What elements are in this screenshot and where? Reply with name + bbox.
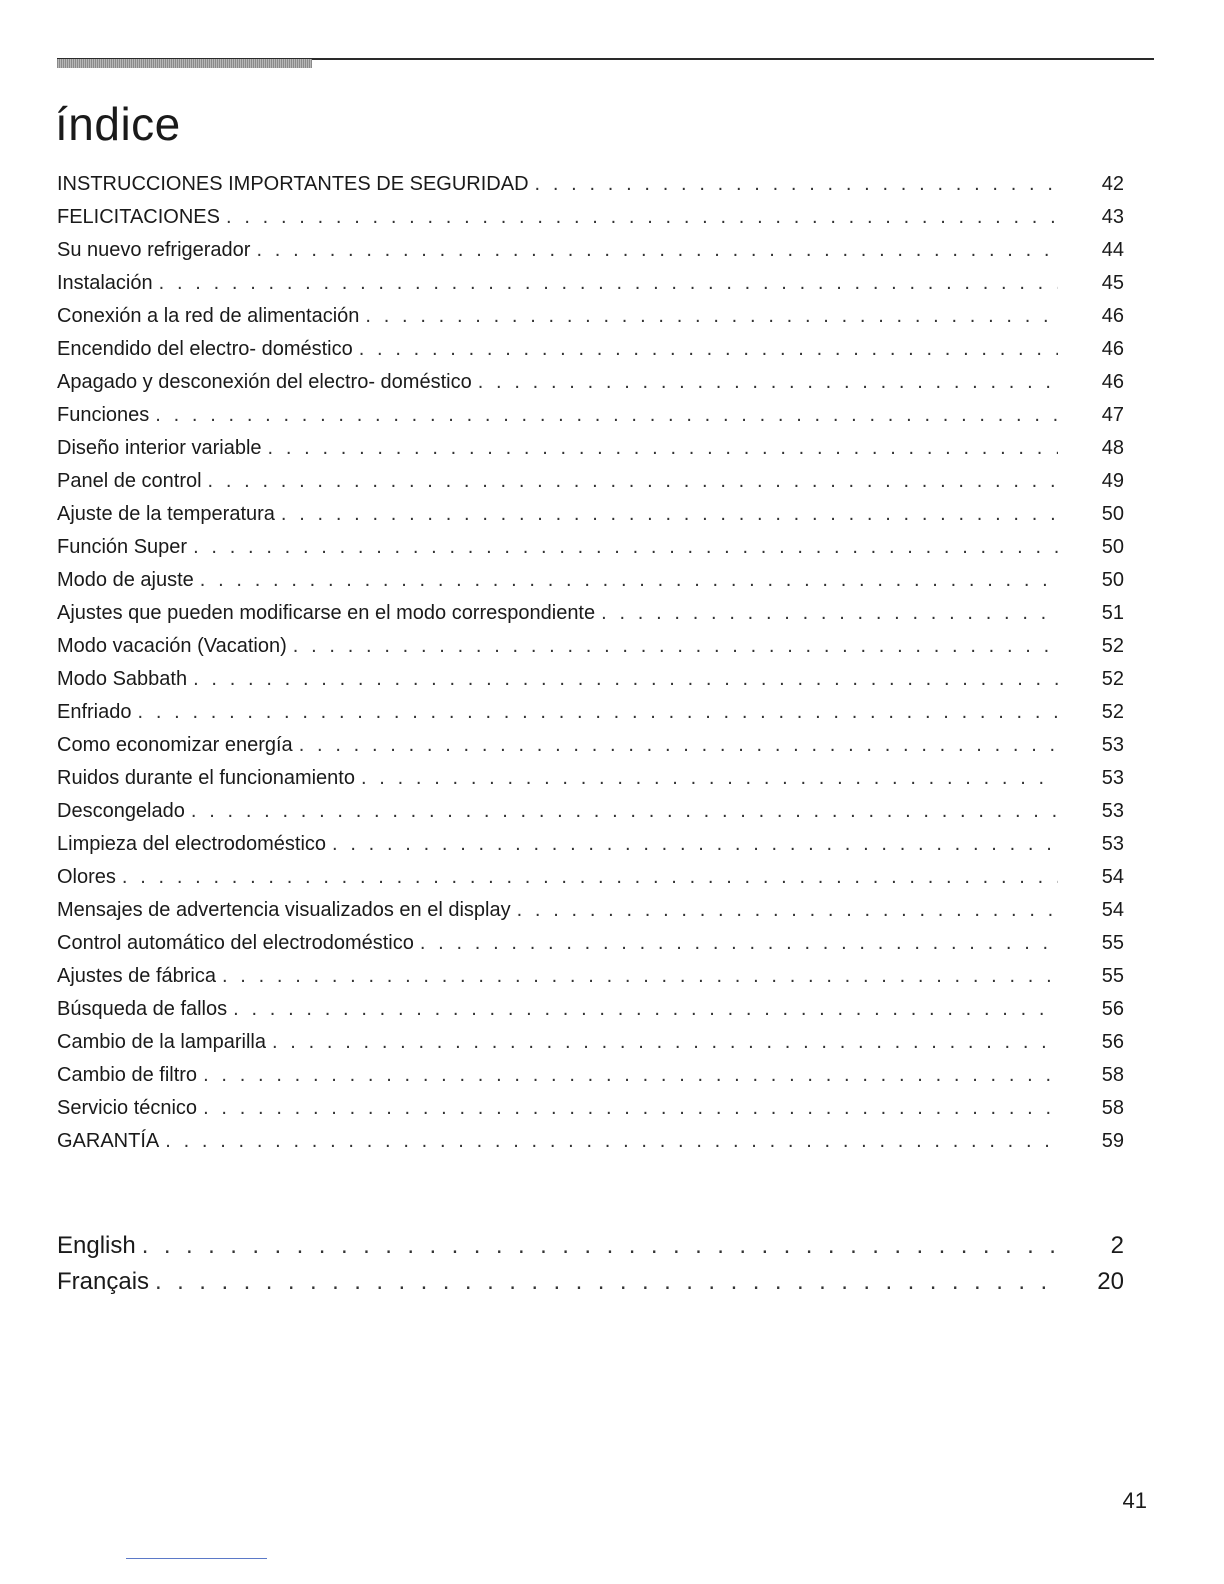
toc-entry-label: Ajuste de la temperatura: [57, 503, 275, 525]
toc-entry[interactable]: [57, 894, 1124, 927]
toc-dot-leader: [517, 894, 1058, 927]
toc-entry-label: Ruidos durante el funcionamiento: [57, 767, 355, 789]
toc-entry[interactable]: [57, 234, 1124, 267]
toc-entry-label: Control automático del electrodoméstico: [57, 932, 414, 954]
page-number: 41: [1122, 1488, 1147, 1513]
toc-entry-page: 51: [1101, 602, 1124, 624]
toc-dot-leader: [478, 366, 1058, 399]
toc-entry-label: Cambio de la lamparilla: [57, 1031, 266, 1053]
toc-entry[interactable]: [57, 300, 1124, 333]
toc-dot-leader: [142, 1228, 1058, 1264]
toc-entry[interactable]: [57, 828, 1124, 861]
toc-entry[interactable]: [57, 432, 1124, 465]
toc-entry-label: Apagado y desconexión del electro- doméstico: [57, 371, 472, 393]
toc-entry-label: Instalación: [57, 272, 153, 294]
toc-entry-label: Cambio de filtro: [57, 1064, 198, 1086]
toc-entry-label: FELICITACIONES: [57, 206, 220, 228]
toc-entry[interactable]: [57, 333, 1124, 366]
language-index: [57, 1228, 1124, 1300]
toc-entry-page: 52: [1101, 701, 1124, 723]
language-entry-label: English: [57, 1232, 136, 1259]
toc-dot-leader: [268, 432, 1058, 465]
toc-entry-label: Servicio técnico: [57, 1097, 198, 1119]
toc-entry[interactable]: [57, 498, 1124, 531]
toc-dot-leader: [293, 630, 1058, 663]
toc-entry[interactable]: [57, 696, 1124, 729]
toc-entry-label: Su nuevo refrigerador: [57, 239, 251, 261]
toc-entry-page: 44: [1101, 239, 1124, 261]
toc-entry-label: Descongelado: [57, 800, 185, 822]
toc-entry-page: 45: [1101, 272, 1124, 294]
toc-entry-label: Ajustes que pueden modificarse en el modo correspondiente: [57, 602, 596, 624]
toc-entry-page: 53: [1101, 800, 1124, 822]
language-entry-francais[interactable]: [57, 1264, 1124, 1300]
toc-entry-page: 54: [1101, 899, 1124, 921]
toc-dot-leader: [193, 531, 1058, 564]
toc-dot-leader: [256, 234, 1058, 267]
toc-entry-label: Limpieza del electrodoméstico: [57, 833, 327, 855]
toc-entry-page: 46: [1101, 305, 1124, 327]
toc-entry[interactable]: [57, 762, 1124, 795]
toc-entry[interactable]: [57, 201, 1124, 234]
toc-entry-page: 53: [1101, 833, 1124, 855]
toc-dot-leader: [535, 168, 1058, 201]
toc-entry-label: Modo vacación (Vacation): [57, 635, 287, 657]
toc-entry[interactable]: [57, 861, 1124, 894]
toc-entry-page: 46: [1101, 371, 1124, 393]
toc-dot-leader: [193, 663, 1058, 696]
toc-entry-page: 48: [1101, 437, 1124, 459]
toc-entry-page: 43: [1101, 206, 1124, 228]
toc-dot-leader: [191, 795, 1058, 828]
toc-entry[interactable]: [57, 795, 1124, 828]
toc-entry[interactable]: [57, 564, 1124, 597]
toc-entry[interactable]: [57, 531, 1124, 564]
toc-dot-leader: [299, 729, 1058, 762]
toc-entry-label: Olores: [57, 866, 116, 888]
toc-entry-label: Diseño interior variable: [57, 437, 262, 459]
toc-entry-page: 52: [1101, 668, 1124, 690]
toc-entry-page: 58: [1101, 1064, 1124, 1086]
toc-entry[interactable]: [57, 993, 1124, 1026]
toc-entry-page: 46: [1101, 338, 1124, 360]
language-entry-english[interactable]: [57, 1228, 1124, 1264]
toc-entry-page: 52: [1101, 635, 1124, 657]
header-accent-bar: [57, 59, 312, 68]
toc-entry-page: 55: [1101, 932, 1124, 954]
toc-entry-page: 42: [1101, 173, 1124, 195]
toc-entry[interactable]: [57, 465, 1124, 498]
toc-entry-label: Modo de ajuste: [57, 569, 194, 591]
toc-dot-leader: [203, 1092, 1058, 1125]
toc-entry[interactable]: [57, 960, 1124, 993]
toc-entry[interactable]: [57, 399, 1124, 432]
toc-entry-page: 50: [1101, 536, 1124, 558]
toc-entry[interactable]: [57, 729, 1124, 762]
toc-dot-leader: [601, 597, 1058, 630]
toc-entry[interactable]: [57, 168, 1124, 201]
toc-entry-page: 56: [1101, 998, 1124, 1020]
toc-dot-leader: [272, 1026, 1058, 1059]
toc-entry-label: Como economizar energía: [57, 734, 293, 756]
toc-entry-page: 59: [1101, 1130, 1124, 1152]
toc-entry-page: 53: [1101, 734, 1124, 756]
toc-entry[interactable]: [57, 597, 1124, 630]
toc-entry[interactable]: [57, 1125, 1124, 1158]
toc-entry-label: Conexión a la red de alimentación: [57, 305, 360, 327]
toc-dot-leader: [159, 267, 1058, 300]
toc-dot-leader: [359, 333, 1058, 366]
toc-entry-page: 54: [1101, 866, 1124, 888]
toc-entry-page: 49: [1101, 470, 1124, 492]
toc-entry-label: Modo Sabbath: [57, 668, 188, 690]
footer-rule: [126, 1558, 267, 1559]
toc-dot-leader: [332, 828, 1058, 861]
toc-dot-leader: [203, 1059, 1058, 1092]
language-entry-page: 20: [1097, 1268, 1124, 1295]
toc-dot-leader: [200, 564, 1058, 597]
toc-entry-label: Ajustes de fábrica: [57, 965, 216, 987]
toc-entry-page: 50: [1101, 569, 1124, 591]
toc-entry[interactable]: [57, 1026, 1124, 1059]
toc-entry-label: Encendido del electro- doméstico: [57, 338, 353, 360]
toc-entry-label: GARANTÍA: [57, 1130, 160, 1152]
page-title: índice: [55, 98, 181, 150]
toc-dot-leader: [226, 201, 1058, 234]
toc-dot-leader: [165, 1125, 1058, 1158]
toc-entry-label: Panel de control: [57, 470, 202, 492]
toc-entry-label: Función Super: [57, 536, 188, 558]
toc-dot-leader: [155, 399, 1058, 432]
language-entry-page: 2: [1110, 1232, 1124, 1259]
toc-entry-label: Mensajes de advertencia visualizados en el display: [57, 899, 511, 921]
toc-entry[interactable]: [57, 1092, 1124, 1125]
language-entry-label: Français: [57, 1268, 150, 1295]
toc-dot-leader: [281, 498, 1058, 531]
toc-entry[interactable]: [57, 1059, 1124, 1092]
toc-entry-label: Búsqueda de fallos: [57, 998, 228, 1020]
toc-dot-leader: [122, 861, 1058, 894]
toc-dot-leader: [222, 960, 1058, 993]
toc-entry-page: 58: [1101, 1097, 1124, 1119]
toc-entry-label: Funciones: [57, 404, 150, 426]
toc-entry[interactable]: [57, 630, 1124, 663]
toc-dot-leader: [361, 762, 1058, 795]
toc-dot-leader: [208, 465, 1058, 498]
toc-dot-leader: [420, 927, 1058, 960]
toc-dot-leader: [155, 1264, 1058, 1300]
toc-entry-label: Enfriado: [57, 701, 132, 723]
toc-dot-leader: [233, 993, 1058, 1026]
table-of-contents: [57, 168, 1124, 1158]
toc-dot-leader: [365, 300, 1058, 333]
toc-entry-page: 56: [1101, 1031, 1124, 1053]
toc-entry[interactable]: [57, 267, 1124, 300]
toc-entry-page: 55: [1101, 965, 1124, 987]
toc-entry[interactable]: [57, 663, 1124, 696]
toc-entry-label: INSTRUCCIONES IMPORTANTES DE SEGURIDAD: [57, 173, 529, 195]
toc-entry-page: 53: [1101, 767, 1124, 789]
toc-entry[interactable]: [57, 366, 1124, 399]
toc-entry[interactable]: [57, 927, 1124, 960]
toc-entry-page: 47: [1101, 404, 1124, 426]
toc-entry-page: 50: [1101, 503, 1124, 525]
toc-dot-leader: [138, 696, 1059, 729]
